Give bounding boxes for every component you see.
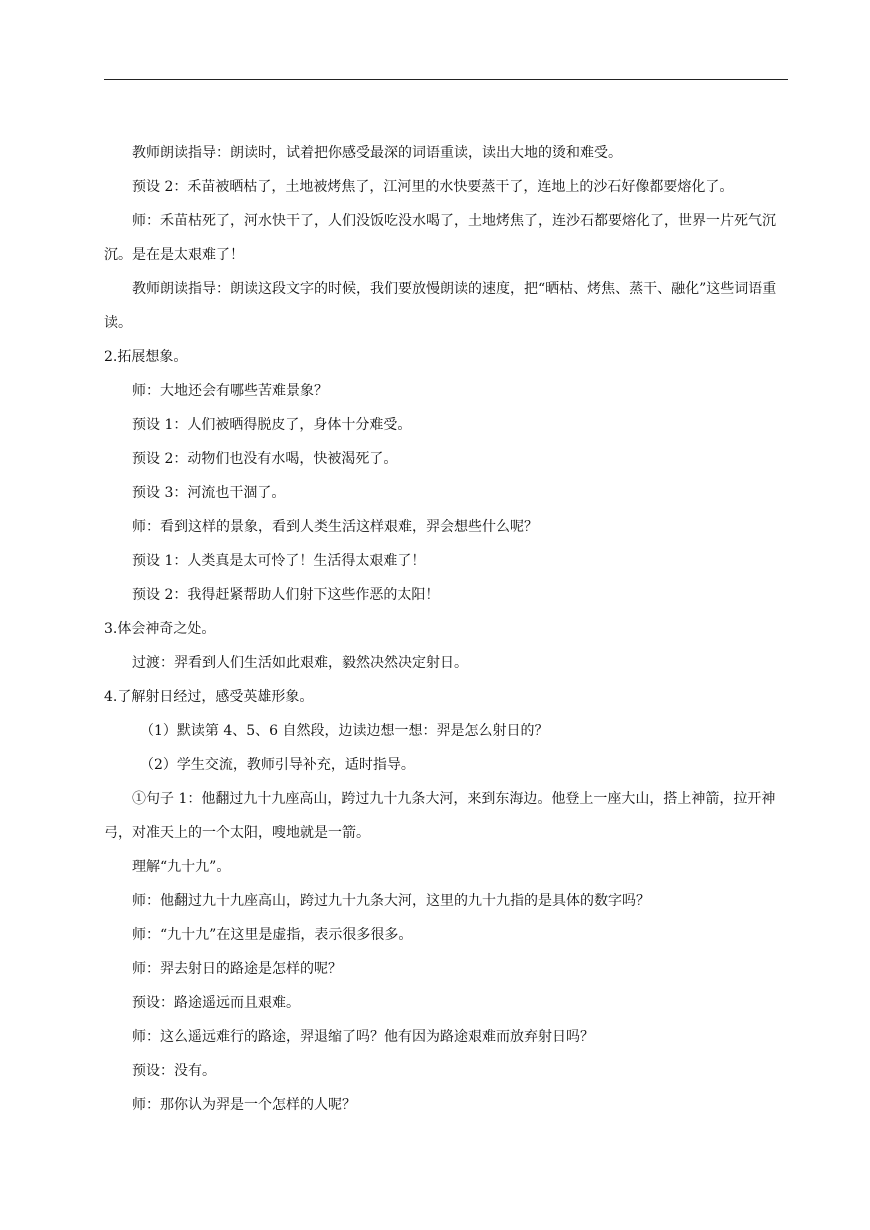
paragraph: 教师朗读指导：朗读这段文字的时候，我们要放慢朗读的速度，把“晒枯、烤焦、蒸干、融化”这些词语重读。 — [104, 281, 777, 331]
paragraph: （1）默读第 4、5、6 自然段，边读边想一想：羿是怎么射日的？ — [140, 723, 549, 739]
paragraph: 预设：路途遥远而且艰难。 — [132, 995, 300, 1011]
paragraph: 预设：没有。 — [132, 1063, 216, 1079]
paragraph: 师：看到这样的景象，看到人类生活这样艰难，羿会想些什么呢？ — [132, 519, 538, 535]
paragraph: 理解“九十九”。 — [132, 859, 231, 875]
paragraph: 师：大地还会有哪些苦难景象？ — [132, 383, 328, 399]
paragraph: 过渡：羿看到人们生活如此艰难，毅然决然决定射日。 — [132, 655, 468, 671]
section-heading: 3.体会神奇之处。 — [104, 621, 216, 637]
paragraph: 预设 1：人类真是太可怜了！生活得太艰难了！ — [132, 553, 426, 569]
paragraph: 预设 2：禾苗被晒枯了，土地被烤焦了，江河里的水快要蒸干了，连地上的沙石好像都要熔化了。 — [132, 179, 734, 195]
paragraph: 教师朗读指导：朗读时，试着把你感受最深的词语重读，读出大地的烫和难受。 — [132, 145, 622, 161]
header-rule — [104, 79, 788, 80]
paragraph: 师：羿去射日的路途是怎样的呢？ — [132, 961, 342, 977]
paragraph: 师：他翻过九十九座高山，跨过九十九条大河，这里的九十九指的是具体的数字吗？ — [132, 893, 650, 909]
document-body — [104, 136, 790, 1122]
paragraph: 师：那你认为羿是一个怎样的人呢？ — [132, 1097, 356, 1113]
paragraph: 师：这么遥远难行的路途，羿退缩了吗？他有因为路途艰难而放弃射日吗？ — [132, 1029, 594, 1045]
paragraph: ①句子 1：他翻过九十九座高山，跨过九十九条大河，来到东海边。他登上一座大山，搭上神箭，拉开神弓，对准天上的一个太阳，嗖地就是一箭。 — [104, 791, 776, 841]
paragraph: 预设 1：人们被晒得脱皮了，身体十分难受。 — [132, 417, 412, 433]
section-heading: 2.拓展想象。 — [104, 349, 188, 365]
paragraph: 预设 3：河流也干涸了。 — [132, 485, 286, 501]
paragraph: 师：禾苗枯死了，河水快干了，人们没饭吃没水喝了，土地烤焦了，连沙石都要熔化了，世界一片死气沉沉。是在是太艰难了！ — [104, 213, 776, 263]
paragraph: 预设 2：我得赶紧帮助人们射下这些作恶的太阳！ — [132, 587, 440, 603]
paragraph: 预设 2：动物们也没有水喝，快被渴死了。 — [132, 451, 398, 467]
section-heading: 4.了解射日经过，感受英雄形象。 — [104, 689, 314, 705]
paragraph: 师：“九十九”在这里是虚指，表示很多很多。 — [132, 927, 413, 943]
paragraph: （2）学生交流，教师引导补充，适时指导。 — [140, 757, 415, 773]
